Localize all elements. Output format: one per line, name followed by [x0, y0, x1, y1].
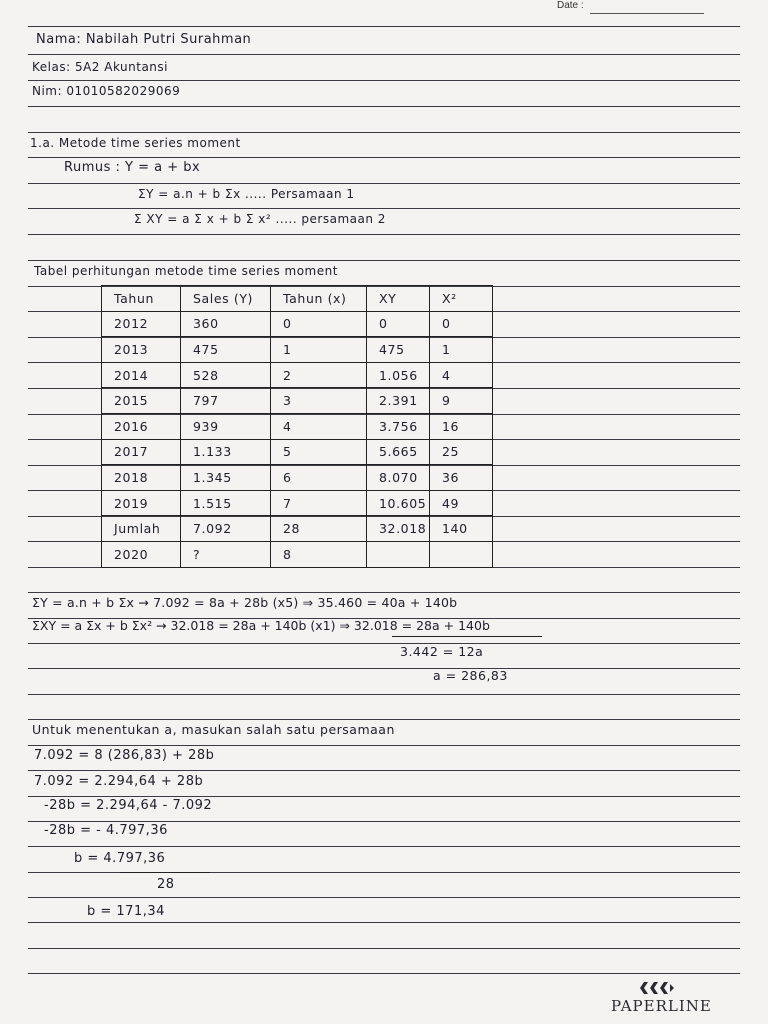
cell-x: 8 [271, 541, 367, 567]
cell-x2: 9 [430, 388, 493, 414]
cell-x: 28 [271, 516, 367, 542]
ruled-line [28, 897, 740, 898]
substitution-step-4: -28b = - 4.797,36 [44, 823, 168, 838]
ruled-line [28, 694, 740, 695]
cell-x: 0 [271, 311, 367, 337]
table-row [102, 413, 493, 439]
ruled-line [28, 643, 740, 644]
table-row [102, 337, 493, 363]
header-tahun-x: Tahun (x) [271, 286, 367, 312]
cell-xy [367, 541, 430, 567]
table-row-forecast [102, 541, 493, 567]
cell-x2: 0 [430, 311, 493, 337]
ruled-line [28, 54, 740, 55]
cell-xy: 5.665 [367, 439, 430, 465]
cell-year: 2020 [102, 541, 181, 567]
ruled-line [28, 26, 740, 27]
elimination-line-2: ΣXY = a Σx + b Σx² → 32.018 = 28a + 140b (x1) ⇒ 32.018 = 28a + 140b [32, 618, 490, 633]
date-label: Date : [557, 0, 584, 11]
cell-year: 2014 [102, 362, 181, 388]
ruled-line [28, 821, 740, 822]
student-nim: Nim: 01010582029069 [32, 84, 181, 98]
cell-x2: 25 [430, 439, 493, 465]
cell-x: 3 [271, 388, 367, 414]
cell-sales: 1.345 [181, 465, 271, 491]
table-row [102, 490, 493, 516]
header-tahun: Tahun [102, 286, 181, 312]
ruled-line [28, 80, 740, 81]
cell-year: 2019 [102, 490, 181, 516]
cell-sales: 528 [181, 362, 271, 388]
cell-x2: 4 [430, 362, 493, 388]
ruled-line [28, 260, 740, 261]
ruled-line [28, 846, 740, 847]
cell-x: 2 [271, 362, 367, 388]
ruled-line [28, 948, 740, 949]
ruled-line [28, 183, 740, 184]
calculation-table [101, 285, 493, 568]
elimination-line-4: a = 286,83 [433, 668, 508, 683]
substitution-step-1: 7.092 = 8 (286,83) + 28b [34, 748, 215, 763]
student-class: Kelas: 5A2 Akuntansi [32, 60, 168, 74]
section-title: 1.a. Metode time series moment [30, 136, 241, 150]
cell-year: 2018 [102, 465, 181, 491]
cell-x2: 49 [430, 490, 493, 516]
ruled-line [28, 157, 740, 158]
ruled-line [28, 668, 740, 669]
table-row [102, 439, 493, 465]
table-row [102, 362, 493, 388]
elimination-line-3: 3.442 = 12a [400, 644, 484, 659]
cell-year: 2013 [102, 337, 181, 363]
cell-year: 2017 [102, 439, 181, 465]
cell-xy: 475 [367, 337, 430, 363]
substitution-intro: Untuk menentukan a, masukan salah satu persamaan [32, 722, 395, 737]
cell-x: 4 [271, 413, 367, 439]
cell-xy: 2.391 [367, 388, 430, 414]
table-row [102, 388, 493, 414]
cell-sales: 7.092 [181, 516, 271, 542]
ruled-line [28, 234, 740, 235]
cell-year: Jumlah [102, 516, 181, 542]
ruled-line [28, 745, 740, 746]
ruled-line [28, 592, 740, 593]
ruled-line [28, 922, 740, 923]
substitution-step-2: 7.092 = 2.294,64 + 28b [34, 774, 204, 789]
subtraction-line [392, 636, 542, 637]
ruled-line [28, 973, 740, 974]
cell-sales: 797 [181, 388, 271, 414]
cell-x2 [430, 541, 493, 567]
cell-sales: ? [181, 541, 271, 567]
cell-x: 7 [271, 490, 367, 516]
student-name: Nama: Nabilah Putri Surahman [36, 32, 252, 47]
cell-x2: 36 [430, 465, 493, 491]
table-header-row [102, 286, 493, 312]
cell-xy: 0 [367, 311, 430, 337]
paperline-logo-icon [638, 980, 678, 996]
header-xy: XY [367, 286, 430, 312]
cell-xy: 32.018 [367, 516, 430, 542]
cell-xy: 10.605 [367, 490, 430, 516]
cell-year: 2016 [102, 413, 181, 439]
table-row [102, 311, 493, 337]
cell-sales: 1.133 [181, 439, 271, 465]
cell-xy: 8.070 [367, 465, 430, 491]
cell-x: 6 [271, 465, 367, 491]
ruled-line [28, 719, 740, 720]
brand-wordmark: PAPERLINE [611, 997, 712, 1015]
cell-x: 1 [271, 337, 367, 363]
table-caption: Tabel perhitungan metode time series moment [34, 264, 338, 278]
substitution-step-3: -28b = 2.294,64 - 7.092 [44, 798, 213, 813]
cell-x2: 1 [430, 337, 493, 363]
ruled-line [28, 132, 740, 133]
cell-sales: 1.515 [181, 490, 271, 516]
date-line [590, 13, 704, 14]
formula-persamaan-1: ΣY = a.n + b Σx ..... Persamaan 1 [138, 187, 355, 201]
cell-sales: 475 [181, 337, 271, 363]
substitution-step-5-numerator: b = 4.797,36 [74, 851, 166, 866]
cell-year: 2012 [102, 311, 181, 337]
header-x-squared: X² [430, 286, 493, 312]
cell-sales: 939 [181, 413, 271, 439]
elimination-line-1: ΣY = a.n + b Σx → 7.092 = 8a + 28b (x5) ⇒ 35.460 = 40a + 140b [32, 595, 458, 610]
substitution-step-5-denominator: 28 [157, 877, 175, 892]
ruled-line [28, 770, 740, 771]
table-row [102, 465, 493, 491]
cell-xy: 1.056 [367, 362, 430, 388]
header-sales: Sales (Y) [181, 286, 271, 312]
cell-x: 5 [271, 439, 367, 465]
formula-persamaan-2: Σ XY = a Σ x + b Σ x² ..... persamaan 2 [134, 212, 386, 226]
ruled-line [28, 106, 740, 107]
ruled-line [28, 208, 740, 209]
cell-xy: 3.756 [367, 413, 430, 439]
ruled-line [28, 796, 740, 797]
table-row-total [102, 516, 493, 542]
cell-x2: 140 [430, 516, 493, 542]
formula-rumus: Rumus : Y = a + bx [64, 160, 201, 175]
fraction-bar [120, 872, 210, 873]
substitution-step-6: b = 171,34 [87, 904, 165, 919]
cell-sales: 360 [181, 311, 271, 337]
cell-year: 2015 [102, 388, 181, 414]
cell-x2: 16 [430, 413, 493, 439]
